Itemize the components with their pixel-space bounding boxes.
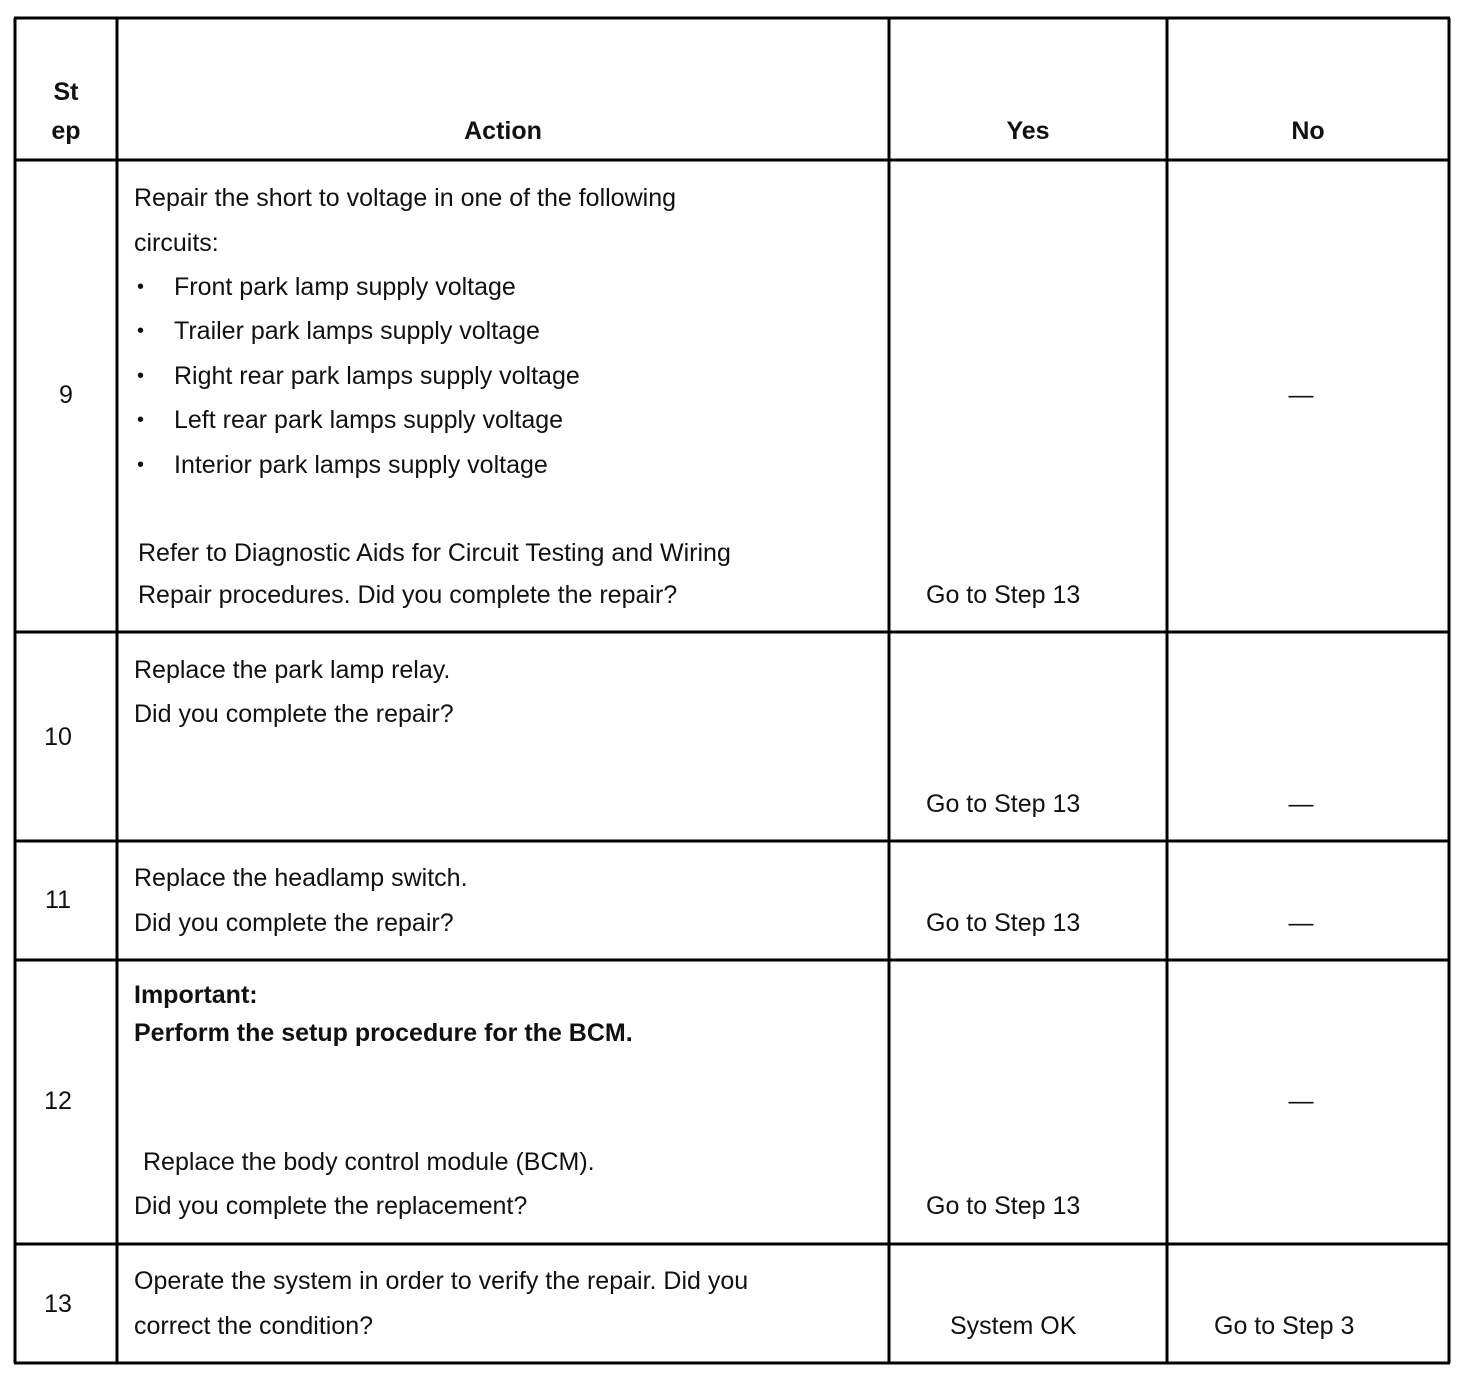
action-text: Did you complete the repair? <box>134 700 454 728</box>
action-text: Did you complete the replacement? <box>134 1192 528 1220</box>
action-text: Replace the body control module (BCM). <box>143 1148 595 1176</box>
no-result: — <box>1288 1087 1314 1115</box>
yes-result: System OK <box>950 1312 1077 1340</box>
list-item: Left rear park lamps supply voltage <box>174 406 564 434</box>
header-yes: Yes <box>1006 117 1050 145</box>
action-text: Replace the park lamp relay. <box>134 656 451 684</box>
action-text: Replace the headlamp switch. <box>134 864 468 892</box>
action-text: Repair procedures. Did you complete the repair? <box>138 581 678 609</box>
header-no: No <box>1291 117 1325 145</box>
bullet-icon: • <box>137 454 145 476</box>
step-number: 13 <box>44 1290 72 1318</box>
action-text: circuits: <box>134 229 219 257</box>
yes-result: Go to Step 13 <box>926 581 1081 609</box>
action-text: Operate the system in order to verify the repair. Did you <box>134 1267 749 1295</box>
bullet-icon: • <box>137 276 145 298</box>
no-result: — <box>1288 790 1314 818</box>
bullet-icon: • <box>137 320 145 342</box>
step-number: 10 <box>44 723 72 751</box>
no-result: Go to Step 3 <box>1214 1312 1355 1340</box>
yes-result: Go to Step 13 <box>926 790 1081 818</box>
step-number: 11 <box>45 886 71 914</box>
list-item: Interior park lamps supply voltage <box>174 451 548 479</box>
no-result: — <box>1288 381 1314 409</box>
yes-result: Go to Step 13 <box>926 1192 1081 1220</box>
step-number: 12 <box>44 1087 72 1115</box>
no-result: — <box>1288 909 1314 937</box>
important-label: Important: <box>134 981 258 1009</box>
important-note: Perform the setup procedure for the BCM. <box>134 1019 633 1047</box>
list-item: Right rear park lamps supply voltage <box>174 362 580 390</box>
header-step-line2: ep <box>51 117 81 145</box>
list-item: Front park lamp supply voltage <box>174 273 516 301</box>
action-text: Did you complete the repair? <box>134 909 454 937</box>
header-action: Action <box>464 117 542 145</box>
header-step-line1: St <box>53 78 79 106</box>
step-number: 9 <box>59 381 73 409</box>
yes-result: Go to Step 13 <box>926 909 1081 937</box>
bullet-icon: • <box>137 409 145 431</box>
bullet-icon: • <box>137 365 145 387</box>
list-item: Trailer park lamps supply voltage <box>174 317 540 345</box>
action-text: Refer to Diagnostic Aids for Circuit Testing and Wiring <box>138 539 731 567</box>
action-text: Repair the short to voltage in one of the following <box>134 184 677 212</box>
action-text: correct the condition? <box>134 1312 374 1340</box>
